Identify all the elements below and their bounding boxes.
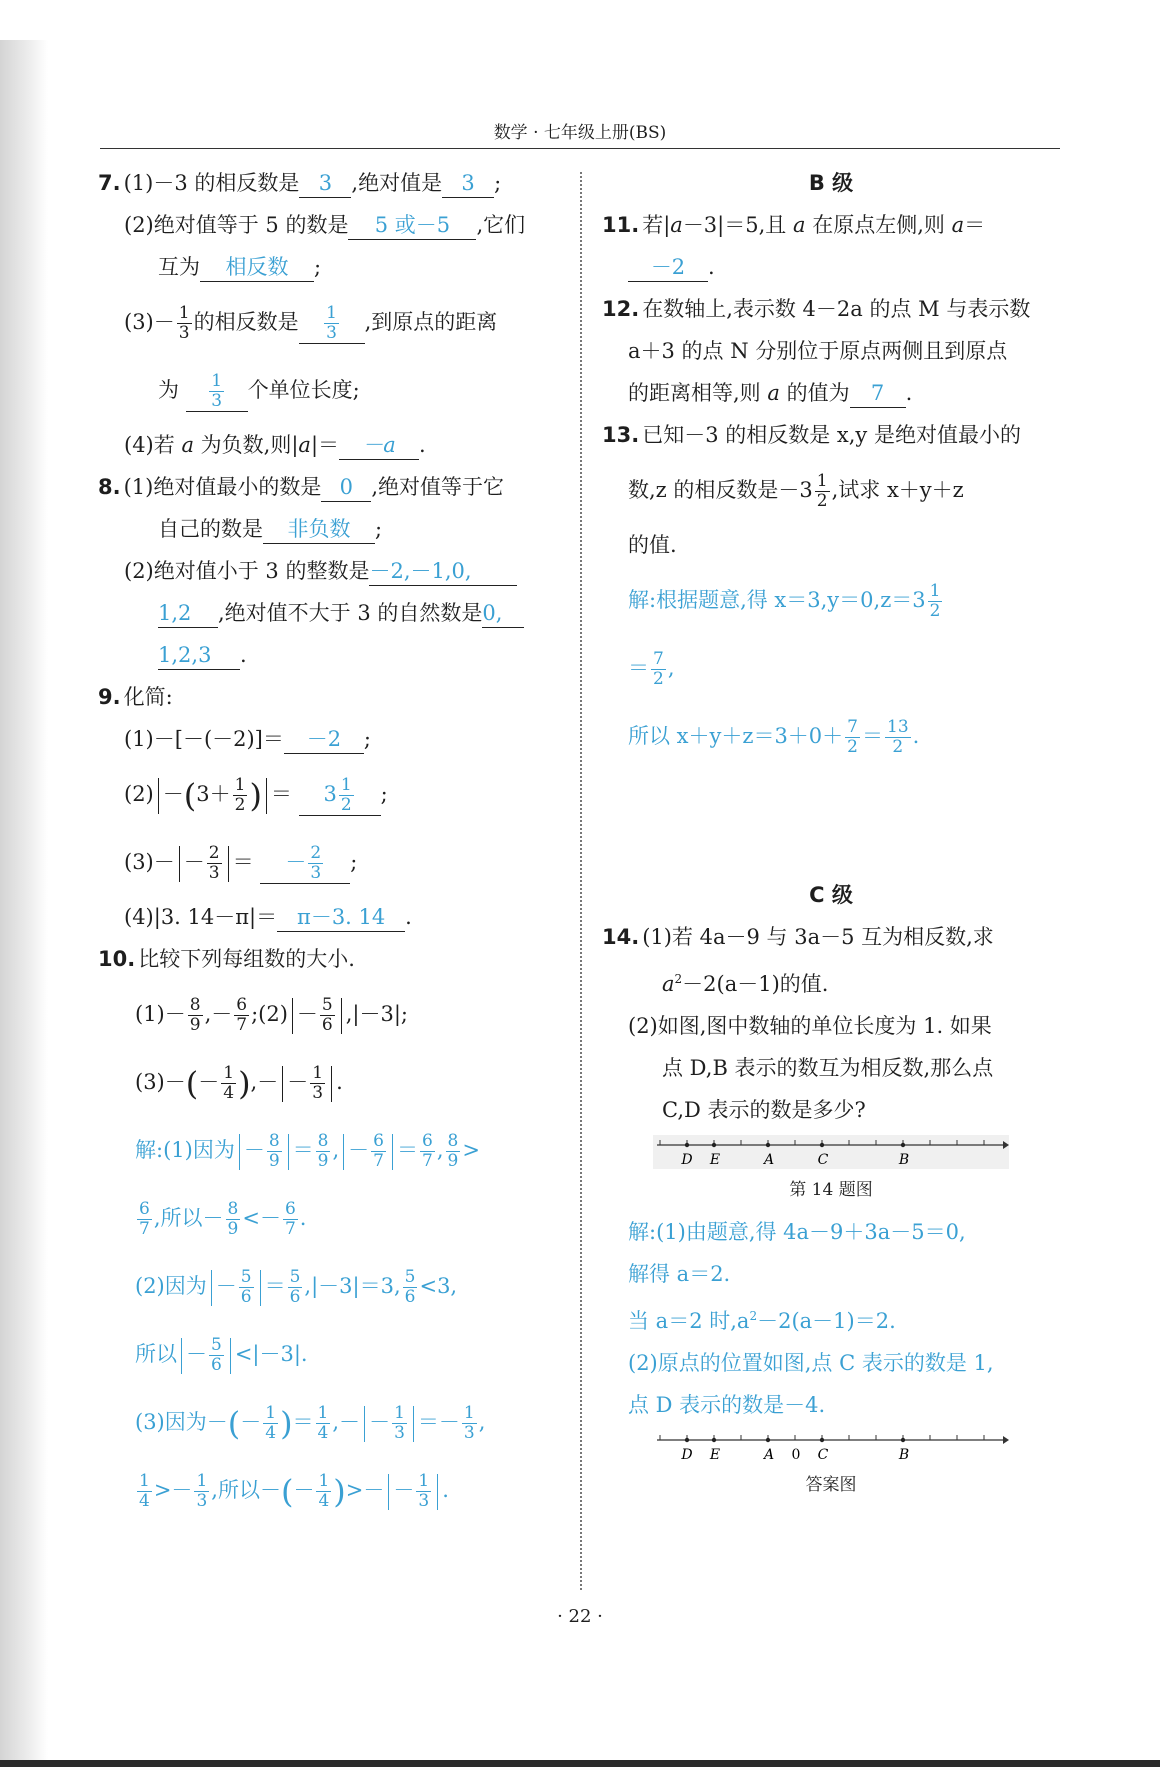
answer-blank: 5 或－5 <box>348 211 476 240</box>
point-label: A <box>763 1447 775 1463</box>
point-dot <box>766 1438 770 1442</box>
point-label: B <box>898 1152 910 1168</box>
answer-blank: 3 $\frac{1}{2}$ <box>299 776 381 816</box>
question-7: 7. (1)－3 的相反数是 3 ,绝对值是 3 ; (2)绝对值等于 5 的数是 5 或－5 ,它们 互为 相反数 ; (3)－ $\frac{1}{3}$ 的相反数是 $\frac{1}{3}$ ,到原点的距离 为 $\frac{1}{3}$ 个单位长度; (4)若 a 为负数,则|a|＝ －a . <box>98 162 560 466</box>
answer-blank: － $\frac{2}{3}$ <box>260 844 350 884</box>
answer-blank: 非负数 <box>263 515 375 544</box>
level-b-heading: B 级 <box>808 171 854 195</box>
answer-blank: $\frac{1}{3}$ <box>299 304 365 344</box>
point-dot <box>901 1438 905 1442</box>
answer-blank: 3 <box>299 169 351 198</box>
answer-blank: 1,2 <box>158 599 218 628</box>
origin-label: 0 <box>791 1447 801 1463</box>
point-dot <box>685 1143 689 1147</box>
question-14: 14. (1)若 4a－9 与 3a－5 互为相反数,求 $a^2-2(a-1)$的值. (2)如图,图中数轴的单位长度为 1. 如果 点 D,B 表示的数互为相反数,那么点 C,D 表示的数是多少? D E A C B 第 14 题图 解:(1)由题意,得 4a－9＋3a－5＝0, 解得 a＝2. 当 a＝2 时$,a^2-2(a-1)=2$. (2)原点的位置如图,点 C 表示的数是 1, 点 D 表示的数是－4. D E A 0 C B 答案图 <box>602 916 1060 1506</box>
question-10: 10. 比较下列每组数的大小. (1)－ $\frac{8}{9}$ ,－ $\frac{6}{7}$ ;(2) － $\frac{5}{6}$ ,|－3|; (3)－(－ $\frac{1}{4}$ ),－ － $\frac{1}{3}$ . 解:(1)因为 － $\frac{8}{9}$ ＝ $\frac{8}{9}$ , － $\frac{6}{7}$ ＝ $\frac{6}{7}$ , $\frac{8}{9}$ > $\frac{6}{7}$ ,所以－ $\frac{8}{9}$ <－ $\frac{6}{7}$ . (2)因为 － $\frac{5}{6}$ ＝ $\frac{5}{6}$ ,|－3|＝3, $\frac{5}{6}$ <3, 所以 － $\frac{5}{6}$ <|－3|. (3)因为－(－ $\frac{1}{4}$ )＝ $\frac{1}{4}$ ,－ － $\frac{1}{3}$ ＝－ $\frac{1}{3}$ , $\frac{1}{4}$ >－ $\frac{1}{3}$ ,所以－(－ $\frac{1}{4}$ )>－ － $\frac{1}{3}$ . <box>98 938 560 1524</box>
page-header: 数学 · 七年级上册(BS) <box>493 123 667 143</box>
answer-blank: －2 <box>284 725 364 754</box>
question-11: 11. 若|a－3|＝5,且 a 在原点左侧,则 a＝ －2 . <box>602 204 1060 288</box>
point-label: E <box>709 1152 721 1168</box>
point-dot <box>820 1438 824 1442</box>
answer-blank: 0, <box>482 599 524 628</box>
column-divider <box>580 172 582 1590</box>
solution: 解:(1)由题意,得 4a－9＋3a－5＝0, 解得 a＝2. 当 a＝2 时$,a^2-2(a-1)=2$. (2)原点的位置如图,点 C 表示的数是 1, 点 D 表示的数是－4. <box>628 1220 994 1417</box>
answer-blank: －2,－1,0, <box>369 557 517 586</box>
solution: 解:根据题意,得 x＝3,y＝0,z＝3 $\frac{1}{2}$ ＝ $\frac{7}{2}$ , 所以 x＋y＋z＝3＋0＋ $\frac{7}{2}$ ＝ $\frac{13}{2}$ . <box>628 581 941 757</box>
point-label: A <box>763 1152 775 1168</box>
point-dot <box>766 1143 770 1147</box>
fraction: $\frac{1}{3}$ <box>178 303 190 343</box>
figure-caption: 答案图 <box>805 1475 857 1495</box>
answer-blank: 1,2,3 <box>158 641 240 670</box>
question-12: 12. 在数轴上,表示数 4－2a 的点 M 与表示数 a＋3 的点 N 分别位于原点两侧且到原点 的距离相等,则 a 的值为 7 . <box>602 288 1060 414</box>
point-label: D <box>681 1152 693 1168</box>
header-rule <box>100 148 1060 149</box>
point-dot <box>820 1143 824 1147</box>
fraction: $\frac{2}{3}$ <box>208 843 220 883</box>
answer-blank: 7 <box>850 379 906 408</box>
answer-blank: 0 <box>321 473 371 502</box>
point-label: C <box>817 1447 829 1463</box>
answer-blank: 相反数 <box>200 253 314 282</box>
figure-caption: 第 14 题图 <box>789 1180 873 1200</box>
solution: 解:(1)因为 － $\frac{8}{9}$ ＝ $\frac{8}{9}$ , － $\frac{6}{7}$ ＝ $\frac{6}{7}$ , $\frac{8}{9}$ > $\frac{6}{7}$ ,所以－ $\frac{8}{9}$ <－ $\frac{6}{7}$ . (2)因为 － $\frac{5}{6}$ ＝ $\frac{5}{6}$ ,|－3|＝3, $\frac{5}{6}$ <3, 所以 － $\frac{5}{6}$ <|－3|. (3)因为－(－ $\frac{1}{4}$ )＝ $\frac{1}{4}$ ,－ － $\frac{1}{3}$ ＝－ $\frac{1}{3}$ , $\frac{1}{4}$ >－ $\frac{1}{3}$ ,所以－(－ $\frac{1}{4}$ )>－ － $\frac{1}{3}$ . <box>135 1131 486 1511</box>
answer-number-line-figure <box>653 1430 1009 1464</box>
point-label: E <box>709 1447 721 1463</box>
right-column <box>602 162 1060 1506</box>
answer-blank: 3 <box>442 169 494 198</box>
question-number: 11. <box>602 213 640 237</box>
question-9: 9. 化简: (1)－[－(－2)]＝ －2 ; (2) －(3＋ $\frac{1}{2}$ ) ＝ 3 $\frac{1}{2}$ ; (3)－ － $\frac{2}{3}$ ＝ － $\frac{2}{3}$ ; (4)|3. 14－π|＝ π－3. 14 . <box>98 676 560 938</box>
question-number: 12. <box>602 297 640 321</box>
question-number: 7. <box>98 171 121 195</box>
answer-blank: $\frac{1}{3}$ <box>186 372 248 412</box>
page-number: · 22 · <box>557 1606 603 1627</box>
point-dot <box>712 1438 716 1442</box>
point-label: D <box>681 1447 693 1463</box>
answer-blank: π－3. 14 <box>277 903 405 932</box>
fraction: $\frac{1}{2}$ <box>234 775 246 815</box>
question-8: 8. (1)绝对值最小的数是 0 ,绝对值等于它 自己的数是 非负数 ; (2)绝对值小于 3 的整数是－2,－1,0, 1,2 ,绝对值不大于 3 的自然数是0, 1,2,3 . <box>98 466 560 676</box>
point-dot <box>901 1143 905 1147</box>
point-dot <box>712 1143 716 1147</box>
level-c-heading: C 级 <box>809 883 853 907</box>
bottom-bar <box>0 1760 1160 1767</box>
number-line-figure <box>653 1135 1009 1169</box>
question-number: 13. <box>602 423 640 447</box>
question-number: 10. <box>98 947 136 971</box>
question-number: 9. <box>98 685 121 709</box>
answer-blank: －a <box>339 431 419 460</box>
point-label: C <box>817 1152 829 1168</box>
point-dot <box>685 1438 689 1442</box>
question-number: 14. <box>602 925 640 949</box>
left-column <box>98 162 560 1524</box>
page-edge-shadow <box>0 40 48 1767</box>
point-label: B <box>898 1447 910 1463</box>
question-13: 13. 已知－3 的相反数是 x,y 是绝对值最小的 数,z 的相反数是－3 $\frac{1}{2}$ ,试求 x＋y＋z 的值. 解:根据题意,得 x＝3,y＝0,z＝3 $\frac{1}{2}$ ＝ $\frac{7}{2}$ , 所以 x＋y＋z＝3＋0＋ $\frac{7}{2}$ ＝ $\frac{13}{2}$ . <box>602 414 1060 770</box>
answer-blank: －2 <box>628 253 708 282</box>
question-number: 8. <box>98 475 121 499</box>
